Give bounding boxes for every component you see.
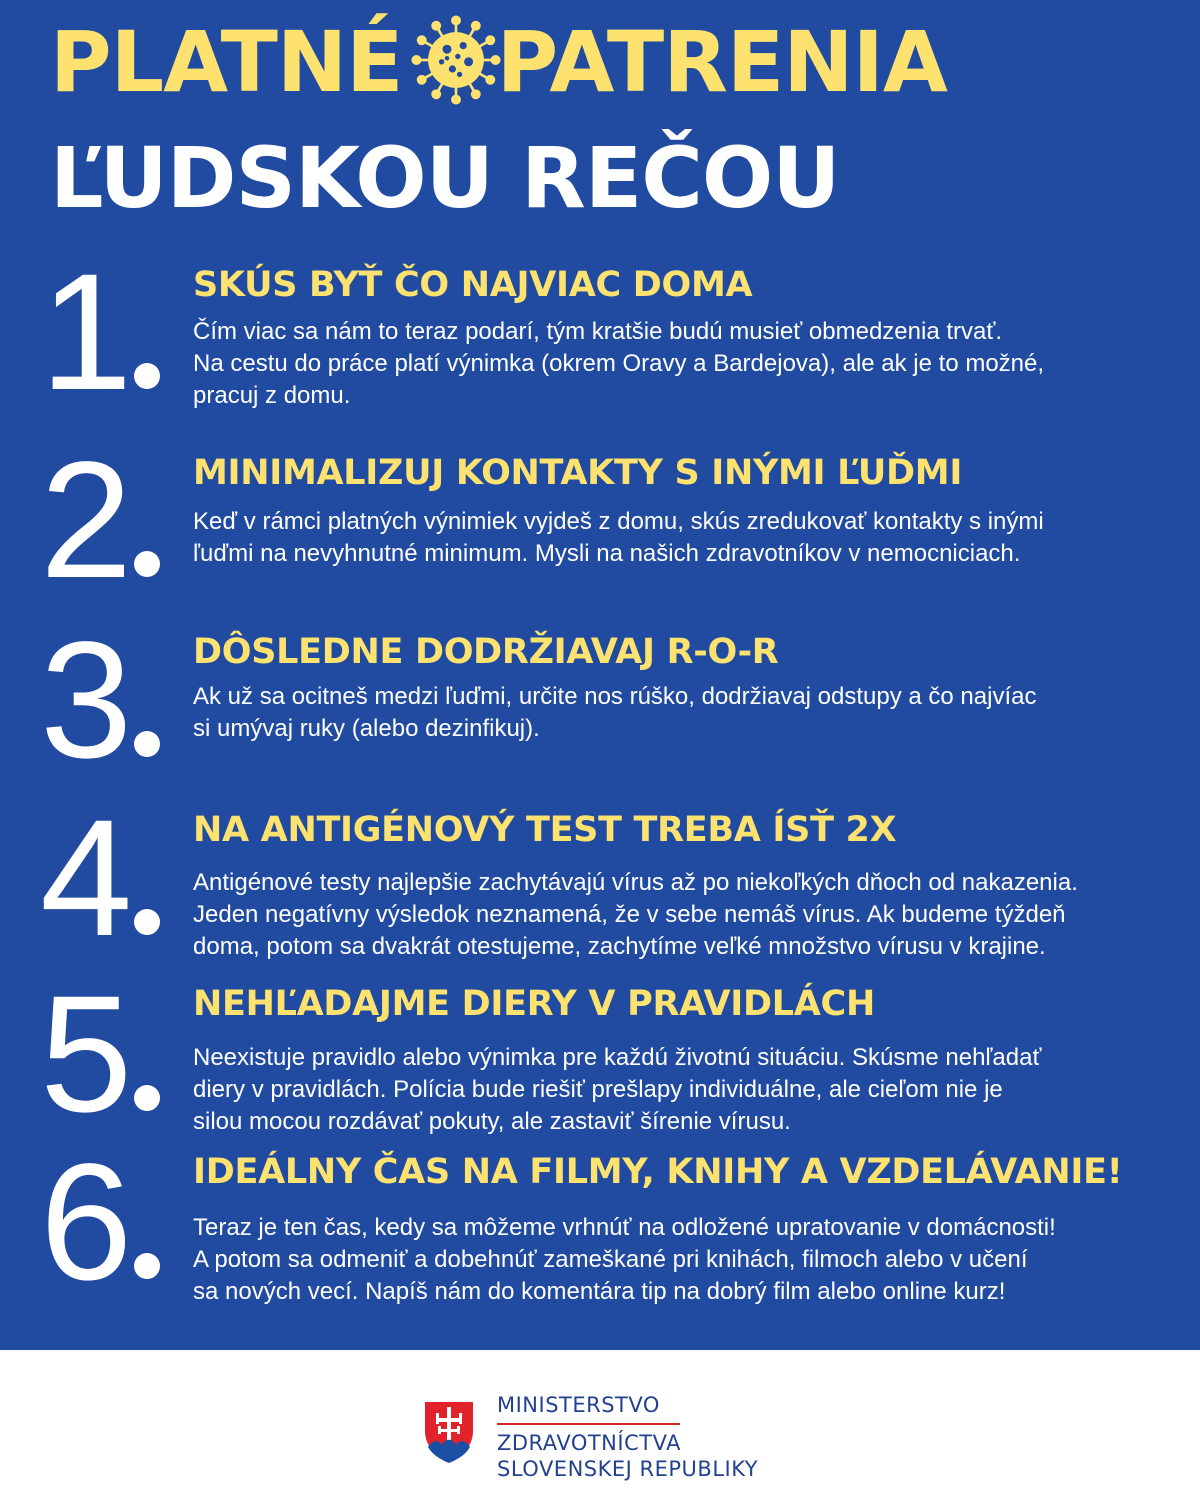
org-divider xyxy=(497,1423,680,1425)
item-body: Ak už sa ocitneš medzi ľuďmi, určite nos rúško, dodržiavaj odstupy a čo najvíac si umývaj ruky (alebo dezinfikuj). xyxy=(193,683,1037,742)
title-word-patrenia: PATRENIA xyxy=(496,13,947,111)
item-heading: IDEÁLNY ČAS NA FILMY, KNIHY A VZDELÁVANIE! xyxy=(193,1152,1123,1192)
item-heading: NA ANTIGÉNOVÝ TEST TREBA ÍSŤ 2X xyxy=(193,810,897,850)
item-heading: NEHĽADAJME DIERY V PRAVIDLÁCH xyxy=(193,984,875,1024)
title-line-2: ĽUDSKOU REČOU xyxy=(50,129,840,227)
item-number: 5 xyxy=(40,980,160,1130)
item-number: 3 xyxy=(40,626,160,776)
item-body: Čím viac sa nám to teraz podarí, tým kratšie budú musieť obmedzenia trvať. Na cestu do práce platí výnimka (okrem Oravy a Bardejova), ale ak je to možné, pracuj z domu. xyxy=(193,318,1045,409)
coronavirus-icon xyxy=(411,15,501,105)
org-name-line-3: SLOVENSKEJ REPUBLIKY xyxy=(497,1457,759,1481)
item-number: 1 xyxy=(40,258,160,408)
org-name-line-1: MINISTERSTVO xyxy=(497,1393,660,1417)
title-line-1 xyxy=(50,12,947,112)
item-body: Teraz je ten čas, kedy sa môžeme vrhnúť na odložené upratovanie v domácnosti! A potom sa odmeniť a dobehnúť zameškané pri knihách, filmoch alebo v učení sa nových vecí. Napíš nám do komentára tip na dobrý film alebo online kurz! xyxy=(193,1214,1056,1305)
item-body: Antigénové testy najlepšie zachytávajú vírus až po niekoľkých dňoch od nakazenia. Jeden negatívny výsledok neznamená, že v sebe nemáš vírus. Ak budeme týždeň doma, potom sa dvakrát otestujeme, zachytíme veľké množstvo vírusu v krajine. xyxy=(193,869,1078,960)
item-heading: DÔSLEDNE DODRŽIAVAJ R-O-R xyxy=(193,632,779,672)
item-heading: SKÚS BYŤ ČO NAJVIAC DOMA xyxy=(193,265,753,305)
item-number: 4 xyxy=(40,804,160,954)
item-number: 6 xyxy=(40,1148,160,1298)
item-number: 2 xyxy=(40,446,160,596)
title-word-platne: PLATNÉ xyxy=(50,13,403,111)
item-heading: MINIMALIZUJ KONTAKTY S INÝMI ĽUĎMI xyxy=(193,453,963,493)
item-body: Keď v rámci platných výnimiek vyjdeš z domu, skús zredukovať kontakty s inými ľuďmi na nevyhnutné minimum. Mysli na našich zdravotníkov v nemocniciach. xyxy=(193,508,1044,567)
slovak-coat-of-arms-icon xyxy=(420,1397,478,1465)
org-name-line-2: ZDRAVOTNÍCTVA xyxy=(497,1431,681,1455)
item-body: Neexistuje pravidlo alebo výnimka pre každú životnú situáciu. Skúsme nehľadať diery v pravidlách. Polícia bude riešiť prešlapy individuálne, ale cieľom nie je silou mocou rozdávať pokuty, ale zastaviť šírenie vírusu. xyxy=(193,1044,1042,1135)
footer xyxy=(0,1350,1200,1500)
